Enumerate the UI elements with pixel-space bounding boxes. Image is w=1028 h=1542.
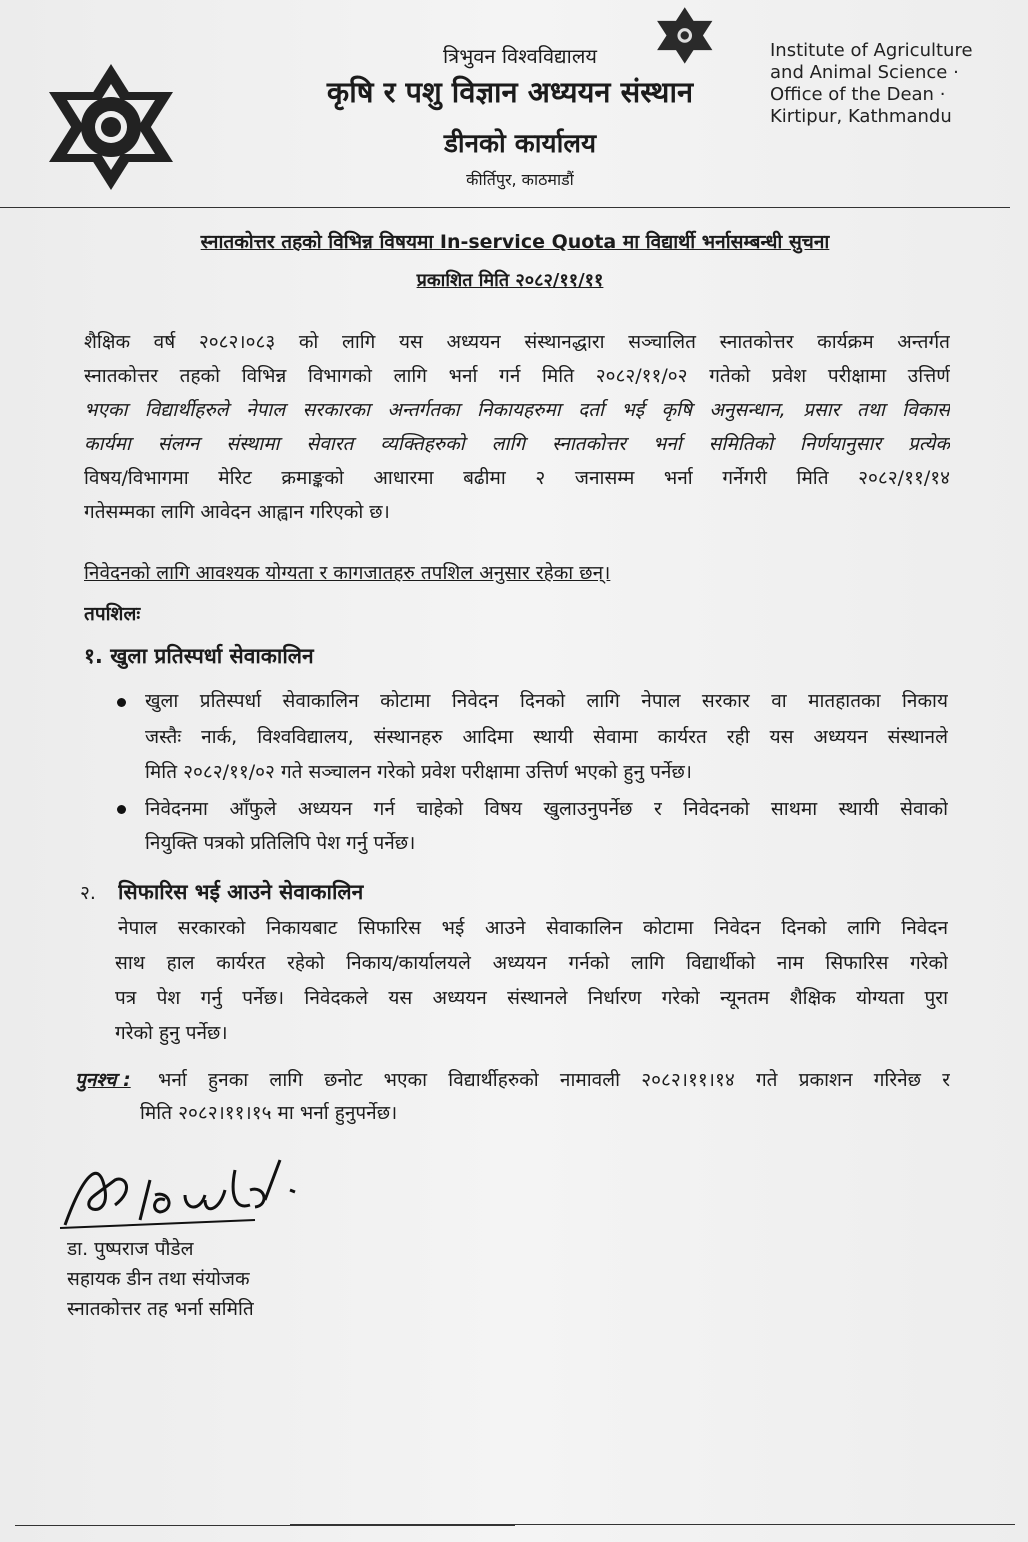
bullet2-line: नियुक्ति पत्रको प्रतिलिपि पेश गर्नु पर्नेछ।	[145, 832, 416, 854]
bullet1-line: मिति २०८२/११/०२ गते सञ्चालन गरेको प्रवेश परीक्षामा उत्तिर्ण भएको हुनु पर्नेछ।	[145, 761, 692, 783]
bullet1-line: जस्तैः नार्क, विश्वविद्यालय, संस्थानहरु आदिमा स्थायी सेवामा कार्यरत रही यस अध्ययन संस्थानले	[145, 726, 948, 748]
bullet-icon	[117, 805, 126, 814]
office-name: डीनको कार्यालय	[443, 129, 597, 159]
university-name: त्रिभुवन विश्वविद्यालय	[442, 44, 598, 68]
intro-line: कार्यमा संलग्न संस्थामा सेवारत व्यक्तिहरुको लागि स्नातकोत्तर भर्ना समितिको निर्णयानुसार प्रत्येक	[84, 433, 950, 455]
office-location: कीर्तिपुर, काठमाडौं	[466, 170, 574, 189]
section2-number: २.	[80, 882, 96, 904]
stamp-text: Institute of Agriculture and Animal Science · Office of the Dean · Kirtipur, Kathmandu	[770, 40, 973, 127]
intro-line: शैक्षिक वर्ष २०८२।०८३ को लागि यस अध्ययन संस्थानद्धारा सञ्चालित स्नातकोत्तर कार्यक्रम अन्तर्गत	[84, 331, 950, 353]
intro-line: भएका विद्यार्थीहरुले नेपाल सरकारका अन्तर्गतका निकायहरुमा दर्ता भई कृषि अनुसन्धान, प्रसार तथा विकास	[84, 399, 950, 421]
postscript-line: मिति २०८२।११।१५ मा भर्ना हुनुपर्नेछ।	[140, 1102, 398, 1124]
signatory-name: डा. पुष्पराज पौडेल	[67, 1238, 194, 1260]
institute-logo	[42, 62, 180, 192]
intro-line: विषय/विभागमा मेरिट क्रमाङ्कको आधारमा बढीमा २ जनासम्म भर्ना गर्नेगरी मिति २०८२/११/१४	[84, 467, 950, 489]
intro-line: स्नातकोत्तर तहको विभिन्न विभागको लागि भर्ना गर्न मिति २०८२/११/०२ गतेको प्रवेश परीक्षामा उत्तिर्ण	[84, 365, 950, 387]
details-heading: तपशिलः	[84, 603, 141, 625]
section2-line: नेपाल सरकारको निकायबाट सिफारिस भई आउने सेवाकालिन कोटामा निवेदन दिनको लागि निवेदन	[118, 917, 948, 939]
section2-line: पत्र पेश गर्नु पर्नेछ। निवेदकले यस अध्ययन संस्थानले निर्धारण गरेको न्यूनतम शैक्षिक योग्यता पुरा	[115, 987, 948, 1009]
official-stamp	[655, 6, 715, 66]
signatory-committee: स्नातकोत्तर तह भर्ना समिति	[67, 1298, 254, 1320]
bullet-icon	[117, 698, 126, 707]
bullet2-line: निवेदनमा आँफुले अध्ययन गर्न चाहेको विषय खुलाउनुपर्नेछ र निवेदनको साथमा स्थायी सेवाको	[145, 798, 948, 820]
postscript-line: भर्ना हुनका लागि छनोट भएका विद्यार्थीहरुको नामावली २०८२।११।१४ गते प्रकाशन गरिनेछ र	[158, 1069, 950, 1091]
footer-divider	[290, 1524, 1015, 1525]
header-divider	[0, 207, 1010, 208]
signature	[55, 1150, 325, 1235]
institute-name: कृषि र पशु विज्ञान अध्ययन संस्थान	[326, 75, 694, 109]
bullet1-line: खुला प्रतिस्पर्धा सेवाकालिन कोटामा निवेदन दिनको लागि नेपाल सरकार वा मातहातका निकाय	[145, 690, 948, 712]
footer-divider	[15, 1525, 515, 1526]
intro-line: गतेसम्मका लागि आवेदन आह्वान गरिएको छ।	[84, 501, 390, 523]
section1-heading: १. खुला प्रतिस्पर्धा सेवाकालिन	[84, 644, 314, 668]
published-date: प्रकाशित मिति २०८२/११/११	[416, 270, 604, 291]
notice-title: स्नातकोत्तर तहको विभिन्न विषयमा In-service Quota मा विद्यार्थी भर्नासम्बन्धी सुचना	[200, 231, 830, 253]
signatory-title: सहायक डीन तथा संयोजक	[67, 1268, 250, 1290]
section2-line: गरेको हुनु पर्नेछ।	[115, 1022, 228, 1044]
postscript-label: पुनश्च :	[75, 1069, 131, 1091]
requirements-intro: निवेदनको लागि आवश्यक योग्यता र कागजातहरु तपशिल अनुसार रहेका छन्।	[84, 562, 611, 584]
section2-heading: सिफारिस भई आउने सेवाकालिन	[118, 880, 364, 904]
section2-line: साथ हाल कार्यरत रहेको निकाय/कार्यालयले अध्ययन गर्नको लागि विद्यार्थीको नाम सिफारिस गरेको	[115, 952, 948, 974]
